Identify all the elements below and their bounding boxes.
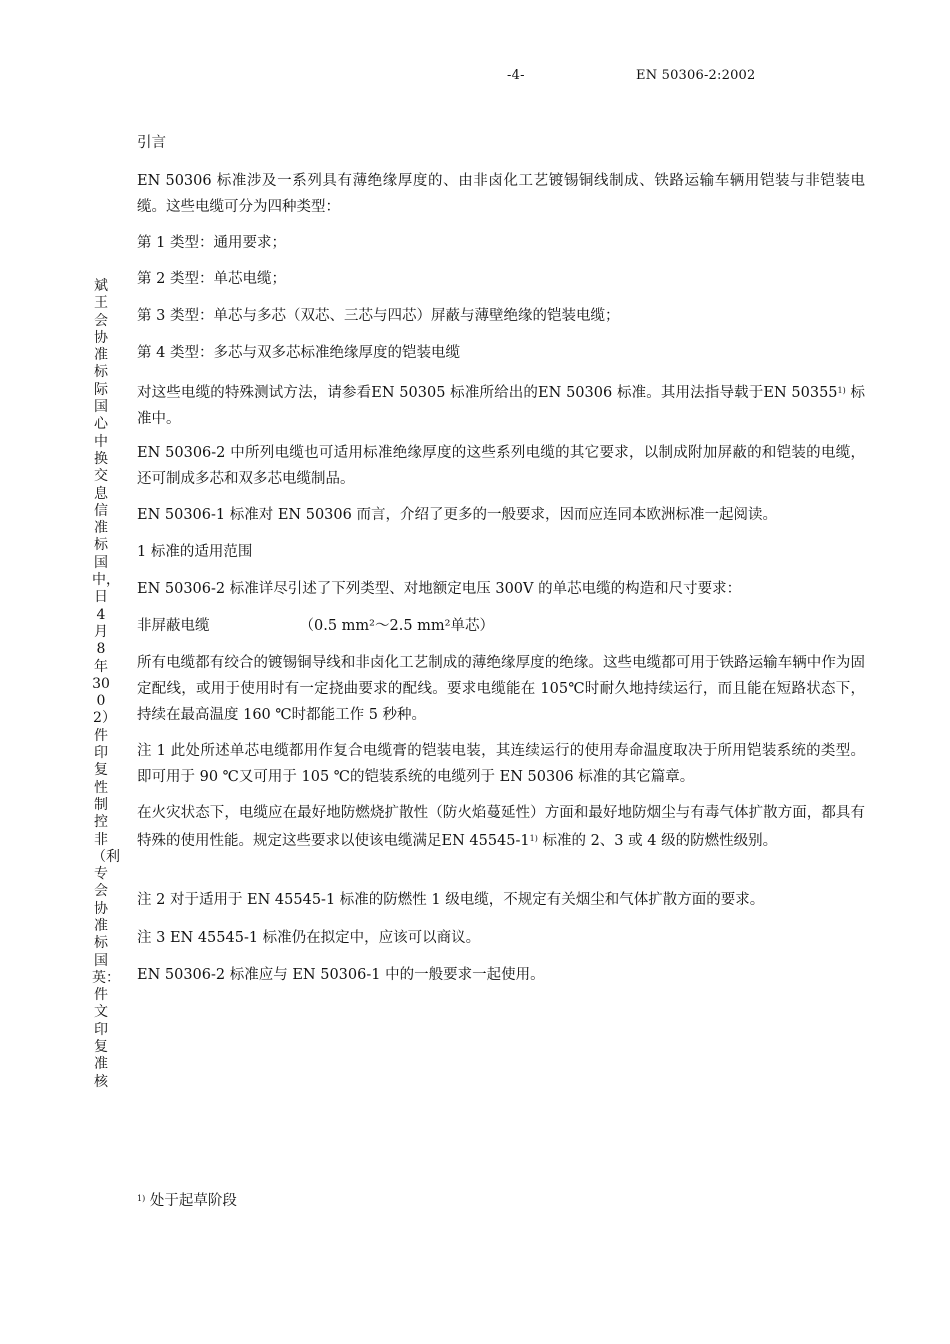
footnote [137,1189,237,1210]
side-watermark: 斌王会协准标际国心中换交息信准标国中，日4月8年3002）件印复性制控非（利专会协准标国英：件文印复准核 [92,278,120,1090]
footnote-marker: 1) [837,386,846,395]
section-heading-scope: 1 标准的适用范围 [137,544,253,560]
paragraph-test-methods [137,378,865,432]
page-number: -4- [507,68,525,83]
paragraph-usage: EN 50306-2 标准应与 EN 50306-1 中的一般要求一起使用。 [137,967,545,983]
paragraph-scope-detail: EN 50306-2 标准详尽引述了下列类型、对地额定电压 300V 的单芯电缆的构造和尺寸要求： [137,581,742,597]
cable-spec-line [137,613,865,639]
paragraph-text: 对这些电缆的特殊测试方法，请参看EN 50305 标准所给出的EN 50306 标准。其用法指导载于EN 50355 [137,385,838,401]
cable-size-range: （0.5 mm²～2.5 mm²单芯） [299,618,494,634]
paragraph-general-requirements: EN 50306-1 标准对 EN 50306 而言，介绍了更多的一般要求，因而应连同本欧洲标准一起阅读。 [137,507,777,523]
cable-type: 非屏蔽电缆 [137,618,210,634]
list-item-type-2: 第 2 类型：单芯电缆； [137,271,286,287]
footnote-marker: 1) [137,1194,146,1203]
document-id: EN 50306-2:2002 [636,68,756,83]
list-item-type-4: 第 4 类型：多芯与双多芯标准绝缘厚度的铠装电缆 [137,345,460,361]
paragraph-conductor-description: 所有电缆都有绞合的镀锡铜导线和非卤化工艺制成的薄绝缘厚度的绝缘。这些电缆都可用于铁路运输车辆中作为固定配线，或用于使用时有一定挠曲要求的配线。要求电缆能在 105℃时耐久地持续运行，而且能在短路状态下，持续在最高温度 160 ℃时都能工作 5 秒种。 [137,655,865,723]
list-item-type-1: 第 1 类型：通用要求； [137,235,286,251]
note-1: 注 1 此处所述单芯电缆都用作复合电缆膏的铠装电装，其连续运行的使用寿命温度取决于所用铠装系统的类型。即可用于 90 ℃又可用于 105 ℃的铠装系统的电缆列于 EN 50306 标准的其它篇章。 [137,743,865,785]
paragraph-text: 在火灾状态下，电缆应在最好地防燃烧扩散性（防火焰蔓延性）方面和最好地防烟尘与有毒气体扩散方面，都具有特殊的使用性能。规定这些要求以使该电缆满足EN 45545-1 [137,805,865,849]
section-heading-introduction: 引言 [137,135,166,151]
note-3: 注 3 EN 45545-1 标准仍在拟定中，应该可以商议。 [137,930,481,946]
paragraph-fire-performance [137,800,865,854]
footnote-text: 处于起草阶段 [145,1193,237,1209]
paragraph-text: 标准的 2、3 或 4 级的防燃性级别。 [537,833,778,849]
paragraph-additional-requirements: EN 50306-2 中所列电缆也可适用标准绝缘厚度的这些系列电缆的其它要求，以制成附加屏蔽的和铠装的电缆，还可制成多芯和双多芯电缆制品。 [137,445,865,487]
note-2: 注 2 对于适用于 EN 45545-1 标准的防燃性 1 级电缆，不规定有关烟尘和气体扩散方面的要求。 [137,892,765,908]
paragraph-scope-overview: EN 50306 标准涉及一系列具有薄绝缘厚度的、由非卤化工艺镀锡铜线制成、铁路运输车辆用铠装与非铠装电缆。这些电缆可分为四种类型： [137,173,865,215]
list-item-type-3: 第 3 类型：单芯与多芯（双芯、三芯与四芯）屏蔽与薄壁绝缘的铠装电缆； [137,308,620,324]
footnote-marker: 1) [529,834,538,843]
paragraph-text: 标准中。 [137,385,866,427]
